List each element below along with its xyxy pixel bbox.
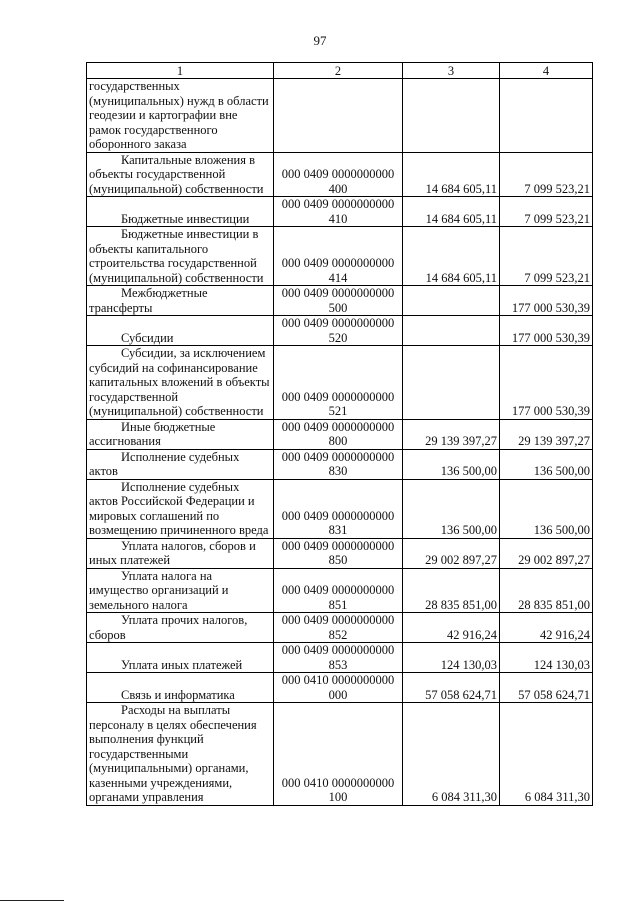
row-code-type: 000 <box>328 687 348 702</box>
row-amount-col3: 6 084 311,30 <box>403 703 500 806</box>
row-amount-col4 <box>500 79 593 153</box>
row-name-cell <box>87 613 274 643</box>
row-code-main: 000 0409 0000000000 <box>281 538 395 553</box>
row-name: Уплата налогов, сборов и иных платежей <box>89 538 256 567</box>
row-code-main: 000 0409 0000000000 <box>281 449 395 464</box>
row-name-cell <box>87 419 274 449</box>
table-row <box>87 197 593 227</box>
table-row <box>87 286 593 316</box>
header-cell-2: 2 <box>274 63 403 79</box>
table-row <box>87 316 593 346</box>
row-amount-col3: 136 500,00 <box>403 479 500 538</box>
table-row <box>87 568 593 613</box>
row-code-cell <box>274 227 403 286</box>
table-row <box>87 419 593 449</box>
row-name-cell <box>87 316 274 346</box>
row-name-cell <box>87 197 274 227</box>
row-name: Уплата иных платежей <box>121 657 243 672</box>
table-row <box>87 673 593 703</box>
row-code-cell <box>274 286 403 316</box>
row-amount-col4: 6 084 311,30 <box>500 703 593 806</box>
table-row <box>87 227 593 286</box>
row-name: Связь и информатика <box>121 687 235 702</box>
row-name: Субсидии <box>121 330 174 345</box>
row-amount-col3: 57 058 624,71 <box>403 673 500 703</box>
row-amount-col4: 136 500,00 <box>500 479 593 538</box>
row-code-cell <box>274 538 403 568</box>
header-cell-1: 1 <box>87 63 274 79</box>
row-name-cell <box>87 79 274 153</box>
row-code-type: 852 <box>328 627 348 642</box>
row-code-main: 000 0409 0000000000 <box>281 286 395 300</box>
table-header-row <box>87 63 593 79</box>
row-name: Расходы на выплаты персоналу в целях обеспечения выполнения функций государственными (муниципальными) органами, казенными учреждениями, органами управления <box>89 703 257 804</box>
row-code-main: 000 0409 0000000000 <box>281 508 395 523</box>
row-code-cell <box>274 79 403 153</box>
row-code-type: 850 <box>328 553 348 567</box>
row-name-cell <box>87 703 274 806</box>
row-name: Субсидии, за исключением субсидий на софинансирование капитальных вложений в объекты государственной (муниципальной) собственности <box>89 346 270 418</box>
row-code-main: 000 0409 0000000000 <box>281 419 395 434</box>
row-amount-col4: 177 000 530,39 <box>500 316 593 346</box>
row-amount-col4: 7 099 523,21 <box>500 197 593 227</box>
table-row <box>87 152 593 197</box>
row-name: Иные бюджетные ассигнования <box>89 419 216 448</box>
row-amount-col3 <box>403 79 500 153</box>
row-name: Исполнение судебных актов <box>89 449 240 478</box>
row-code-type: 520 <box>328 330 348 345</box>
footer-divider <box>0 900 64 901</box>
row-code-type: 500 <box>328 300 348 315</box>
row-code-type: 853 <box>328 657 348 672</box>
row-amount-col3: 14 684 605,11 <box>403 197 500 227</box>
row-name-cell <box>87 346 274 420</box>
row-code-main: 000 0409 0000000000 <box>281 583 395 597</box>
row-code-cell <box>274 479 403 538</box>
row-amount-col3: 124 130,03 <box>403 643 500 673</box>
row-amount-col4: 177 000 530,39 <box>500 286 593 316</box>
row-name: государственных (муниципальных) нужд в области геодезии и картографии вне рамок государственного оборонного заказа <box>89 79 269 151</box>
row-name-cell <box>87 286 274 316</box>
row-amount-col3: 28 835 851,00 <box>403 568 500 613</box>
row-amount-col3: 14 684 605,11 <box>403 227 500 286</box>
row-name: Бюджетные инвестиции <box>121 211 250 226</box>
row-name: Межбюджетные трансферты <box>89 286 208 315</box>
row-amount-col4: 29 002 897,27 <box>500 538 593 568</box>
table-row <box>87 613 593 643</box>
row-name-cell <box>87 538 274 568</box>
row-amount-col4: 57 058 624,71 <box>500 673 593 703</box>
row-name: Уплата налога на имущество организаций и земельного налога <box>89 568 229 612</box>
row-code-cell <box>274 316 403 346</box>
row-amount-col4: 42 916,24 <box>500 613 593 643</box>
row-code-main: 000 0409 0000000000 <box>281 167 395 181</box>
row-code-cell <box>274 643 403 673</box>
row-code-cell <box>274 703 403 806</box>
row-amount-col3: 29 002 897,27 <box>403 538 500 568</box>
row-code-cell <box>274 449 403 479</box>
row-code-cell <box>274 673 403 703</box>
row-name-cell <box>87 449 274 479</box>
row-amount-col4: 124 130,03 <box>500 643 593 673</box>
row-name: Исполнение судебных актов Российской Федерации и мировых соглашений по возмещению причиненного вреда <box>89 479 269 537</box>
table-row <box>87 79 593 153</box>
row-code-type: 800 <box>328 434 348 448</box>
row-amount-col3: 29 139 397,27 <box>403 419 500 449</box>
row-amount-col3: 136 500,00 <box>403 449 500 479</box>
row-name-cell <box>87 152 274 197</box>
row-code-main: 000 0410 0000000000 <box>281 775 395 790</box>
header-cell-4: 4 <box>500 63 593 79</box>
row-code-cell <box>274 568 403 613</box>
row-name-cell <box>87 479 274 538</box>
header-cell-3: 3 <box>403 63 500 79</box>
table-row <box>87 538 593 568</box>
row-code-cell <box>274 346 403 420</box>
row-amount-col3 <box>403 346 500 420</box>
row-code-main: 000 0409 0000000000 <box>281 613 395 627</box>
row-code-main: 000 0409 0000000000 <box>281 256 395 270</box>
row-code-cell <box>274 152 403 197</box>
row-code-type: 410 <box>328 211 348 226</box>
table-row <box>87 643 593 673</box>
table-row <box>87 449 593 479</box>
row-code-main: 000 0409 0000000000 <box>281 643 395 657</box>
budget-table <box>86 62 593 806</box>
row-amount-col4: 29 139 397,27 <box>500 419 593 449</box>
row-code-type: 851 <box>328 597 348 612</box>
row-code-type: 100 <box>328 790 348 804</box>
table-row <box>87 703 593 806</box>
row-name-cell <box>87 643 274 673</box>
row-amount-col3 <box>403 286 500 316</box>
row-amount-col4: 7 099 523,21 <box>500 227 593 286</box>
row-amount-col4: 28 835 851,00 <box>500 568 593 613</box>
row-code-main: 000 0409 0000000000 <box>281 316 395 330</box>
row-code-main: 000 0409 0000000000 <box>281 197 395 211</box>
row-name-cell <box>87 673 274 703</box>
row-amount-col4: 136 500,00 <box>500 449 593 479</box>
row-code-cell <box>274 419 403 449</box>
row-amount-col3 <box>403 316 500 346</box>
row-code-cell <box>274 613 403 643</box>
row-code-main: 000 0409 0000000000 <box>281 389 395 404</box>
table-row <box>87 479 593 538</box>
row-amount-col4: 177 000 530,39 <box>500 346 593 420</box>
table-row <box>87 346 593 420</box>
page-number: 97 <box>313 33 327 48</box>
row-name: Бюджетные инвестиции в объекты капитального строительства государственной (муниципальной) собственности <box>89 227 264 285</box>
row-name: Капитальные вложения в объекты государственной (муниципальной) собственности <box>89 152 264 196</box>
row-name-cell <box>87 568 274 613</box>
row-code-cell <box>274 197 403 227</box>
row-amount-col4: 7 099 523,21 <box>500 152 593 197</box>
row-amount-col3: 14 684 605,11 <box>403 152 500 197</box>
row-code-type: 414 <box>328 270 348 285</box>
row-code-type: 831 <box>328 523 348 537</box>
row-code-main: 000 0410 0000000000 <box>281 673 395 687</box>
row-code-type: 400 <box>328 181 348 196</box>
row-code-type: 521 <box>328 404 348 418</box>
row-name: Уплата прочих налогов, сборов <box>89 613 248 642</box>
row-amount-col3: 42 916,24 <box>403 613 500 643</box>
row-code-type: 830 <box>328 464 348 478</box>
row-name-cell <box>87 227 274 286</box>
